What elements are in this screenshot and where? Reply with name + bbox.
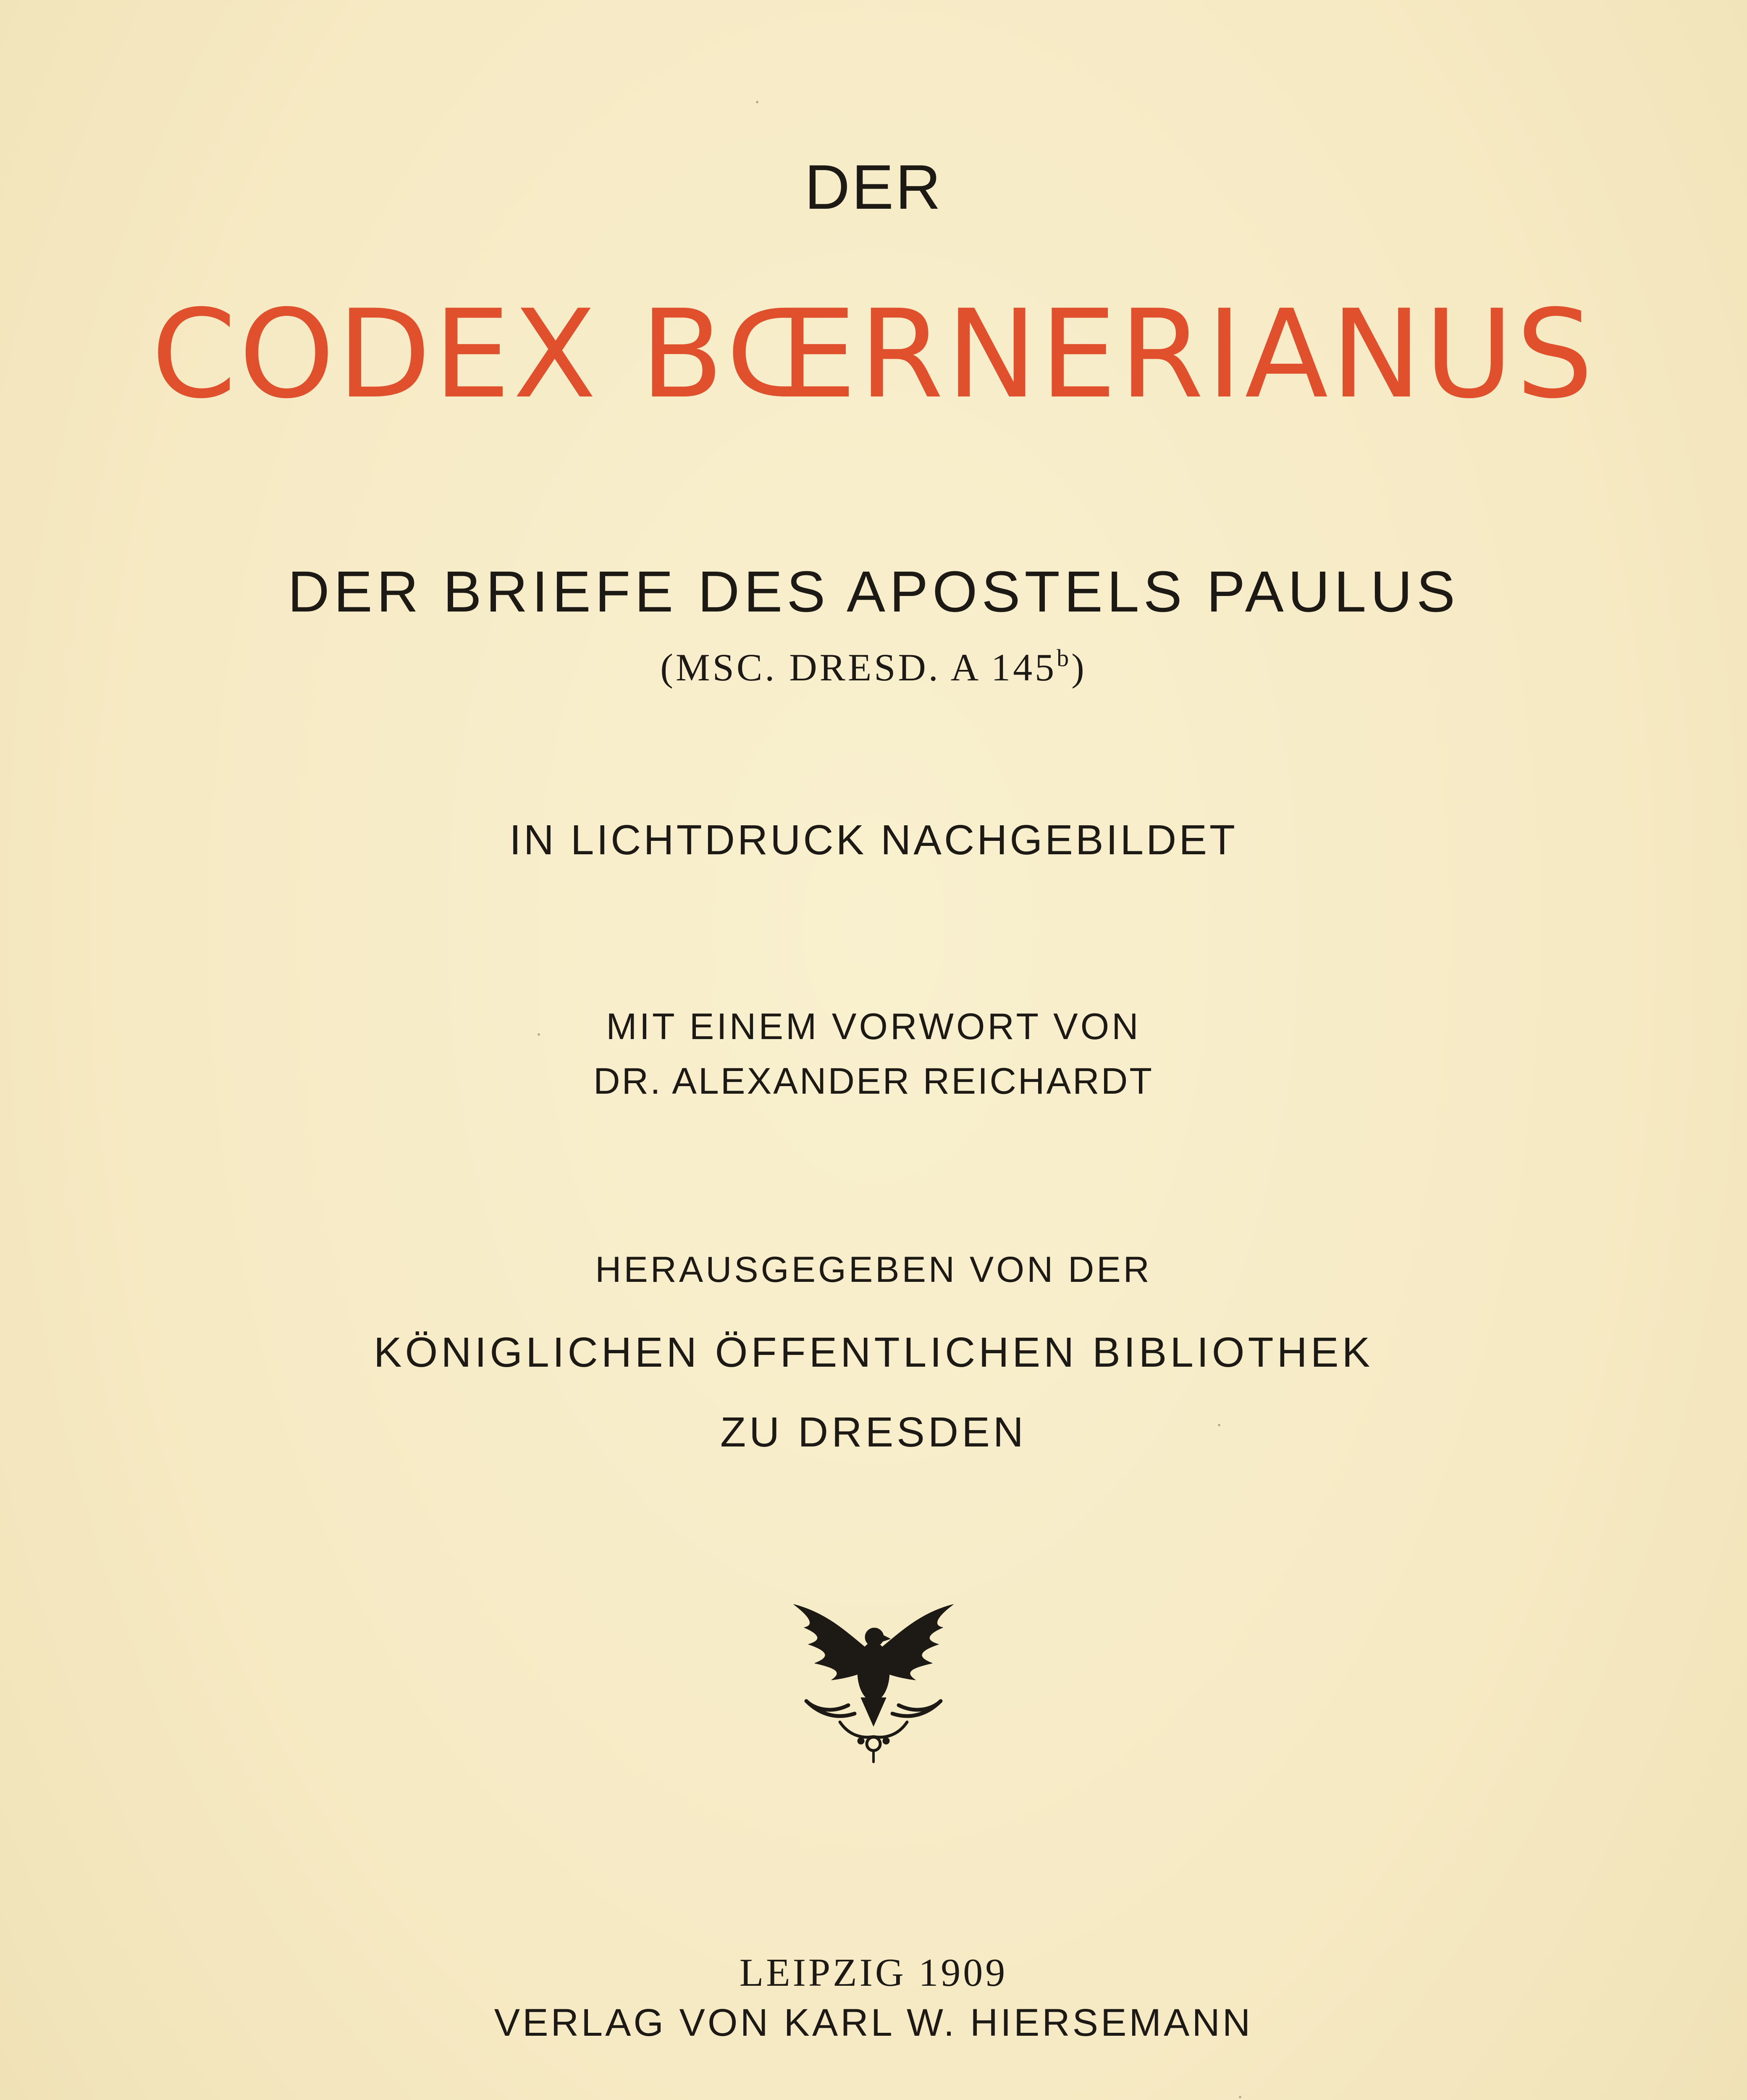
eagle-emblem-icon: [764, 1588, 983, 1764]
paper-speck: [1218, 1424, 1220, 1426]
publication-place-year: LEIPZIG 1909: [739, 1951, 1008, 1995]
author-line: DR. ALEXANDER REICHARDT: [593, 1060, 1154, 1102]
subtitle: DER BRIEFE DES APOSTELS PAULUS: [288, 559, 1459, 624]
publisher-line: VERLAG VON KARL W. HIERSEMANN: [494, 2001, 1253, 2044]
manuscript-shelfmark: [0, 646, 1747, 687]
city-line: ZU DRESDEN: [720, 1409, 1027, 1456]
library-line: KÖNIGLICHEN ÖFFENTLICHEN BIBLIOTHEK: [373, 1329, 1374, 1376]
shelfmark-main: (MSC. DRESD. A 145: [660, 646, 1057, 689]
shelfmark-close: ): [1071, 646, 1087, 689]
paper-speck: [1239, 2096, 1241, 2098]
main-title: CODEX BŒRNERIANUS: [151, 284, 1596, 425]
paper-speck: [756, 101, 758, 103]
herausgegeben-line: HERAUSGEGEBEN VON DER: [595, 1250, 1152, 1290]
shelfmark-superscript: b: [1057, 644, 1072, 672]
paper-speck: [538, 1033, 540, 1036]
lichtdruck-line: IN LICHTDRUCK NACHGEBILDET: [509, 816, 1238, 864]
vorwort-line: MIT EINEM VORWORT VON: [606, 1005, 1141, 1047]
heading-der: DER: [804, 152, 943, 222]
